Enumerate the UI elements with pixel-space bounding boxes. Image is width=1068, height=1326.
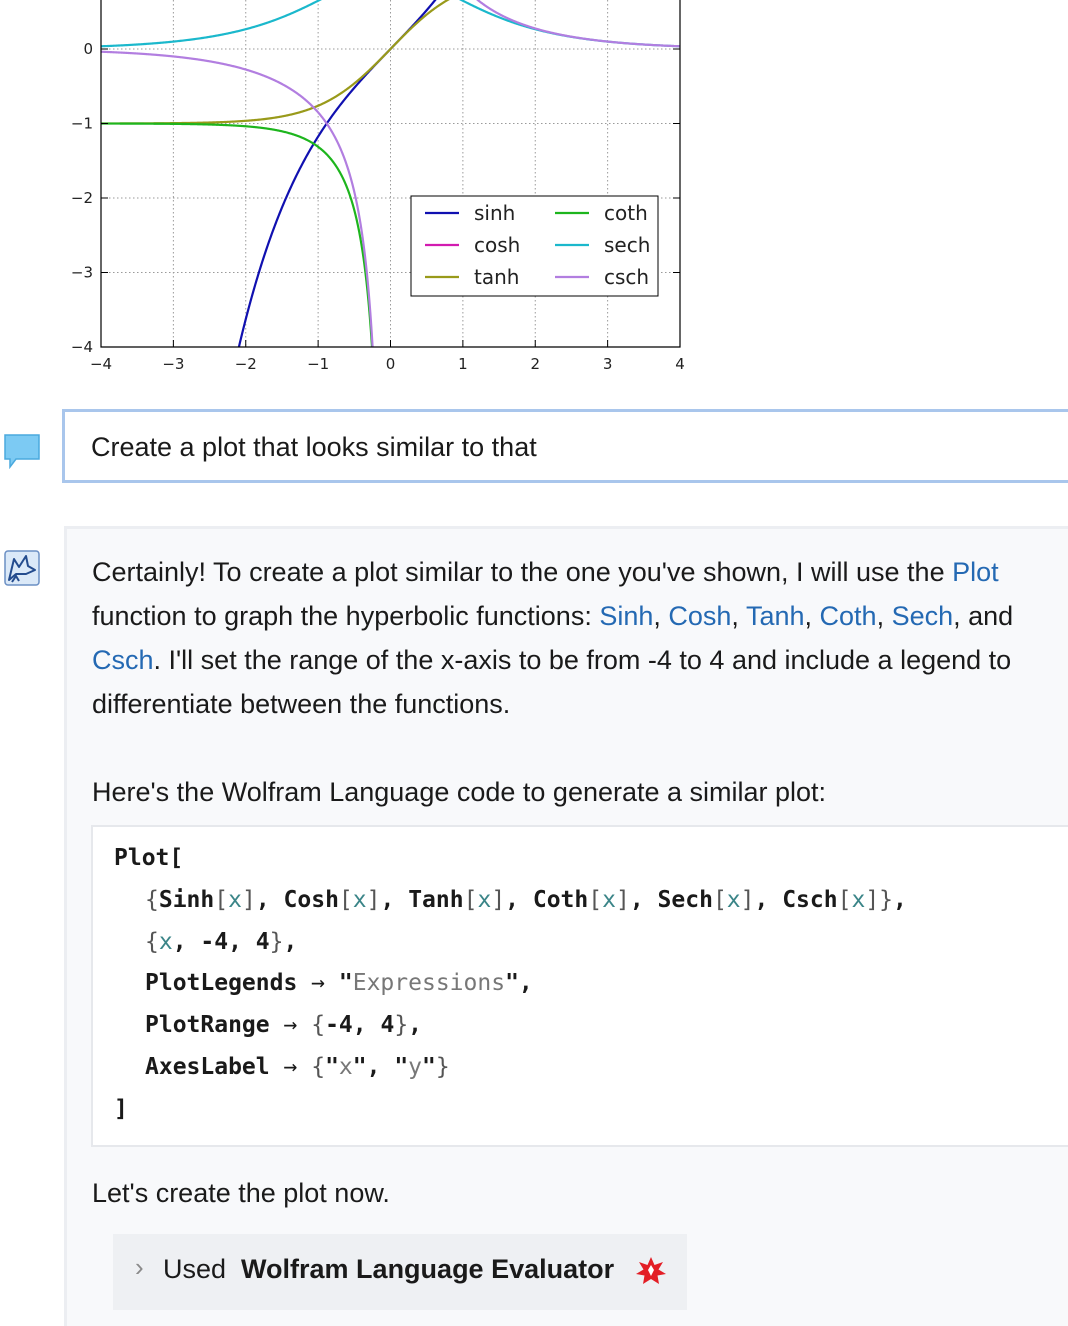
intro-text: Certainly! To create a plot similar to the one you've shown, I will use the [92, 557, 953, 587]
hyperbolic-functions-plot [0, 0, 700, 380]
wolfram-wolf-icon [4, 550, 40, 591]
code-text: ] [114, 1096, 128, 1122]
code-line: AxesLabel → {"x", "y"} [145, 1054, 450, 1080]
legend-label: coth [604, 201, 648, 225]
user-message [62, 409, 1068, 483]
y-tick-label: 0 [83, 40, 93, 58]
legend-label: tanh [474, 265, 520, 289]
code-line: {x, -4, 4}, [145, 929, 298, 955]
x-tick-label: −4 [89, 355, 113, 373]
tool-usage-label [163, 1254, 614, 1285]
code-line: PlotRange → {-4, 4}, [145, 1012, 423, 1038]
x-tick-label: 1 [458, 355, 468, 373]
legend-label: csch [604, 265, 650, 289]
link-csch[interactable]: Csch [92, 645, 154, 675]
assistant-intro-paragraph: Certainly! To create a plot similar to the one you've shown, I will use the Plot function to graph the hyperbolic functions: Sinh, Cosh, Tanh, Coth, Sech, and Csch. I'll set the range of the x-axis to be from -4 to 4 and include a legend to differentiate between the functions. [92, 557, 1014, 719]
y-tick-label: −4 [70, 338, 93, 356]
code-block[interactable] [91, 825, 1068, 1147]
chat-bubble-icon [3, 433, 41, 474]
link-coth[interactable]: Coth [819, 601, 877, 631]
y-tick-label: −3 [70, 263, 93, 282]
legend-label: sinh [474, 201, 516, 225]
user-message-text: Create a plot that looks similar to that [91, 432, 537, 462]
x-tick-label: −2 [234, 355, 257, 373]
code-line [114, 1096, 128, 1122]
x-tick-label: −3 [162, 355, 185, 373]
plot-legend [411, 196, 658, 296]
assistant-closing-paragraph: Let's create the plot now. [92, 1178, 390, 1208]
tool-name: Wolfram Language Evaluator [241, 1254, 615, 1284]
code-line: PlotLegends → "Expressions", [145, 970, 533, 996]
x-tick-label: −1 [307, 355, 330, 373]
link-tanh[interactable]: Tanh [745, 601, 805, 631]
chevron-right-icon: › [135, 1252, 144, 1282]
legend-label: sech [604, 233, 651, 257]
intro-text: . I'll set the range of the x-axis to be from -4 to 4 and include a legend to differentiate between the functions. [92, 645, 1012, 719]
x-tick-label: 2 [530, 355, 541, 373]
y-tick-label: −1 [70, 114, 93, 133]
link-plot[interactable]: Plot [952, 557, 999, 587]
x-tick-label: 4 [675, 355, 685, 373]
wolfram-spikey-icon [635, 1256, 667, 1293]
link-cosh[interactable]: Cosh [668, 601, 732, 631]
intro-text: , and [953, 601, 1014, 631]
code-line: {Sinh[x], Cosh[x], Tanh[x], Coth[x], Sech[x], Csch[x]}, [145, 887, 907, 913]
intro-text: function to graph the hyperbolic functions: [92, 601, 600, 631]
y-tick-label: −2 [70, 189, 93, 207]
legend-label: cosh [474, 233, 521, 257]
link-sech[interactable]: Sech [891, 601, 954, 631]
assistant-code-intro: Here's the Wolfram Language code to generate a similar plot: [92, 777, 827, 807]
tool-used-text: Used [163, 1254, 227, 1284]
assistant-message [64, 526, 1068, 1326]
x-tick-label: 3 [602, 355, 613, 373]
code-text: Plot[ [114, 845, 184, 871]
x-tick-label: 0 [385, 355, 396, 373]
code-line [114, 845, 183, 871]
link-sinh[interactable]: Sinh [599, 601, 654, 631]
tool-usage-toggle[interactable] [113, 1234, 687, 1310]
